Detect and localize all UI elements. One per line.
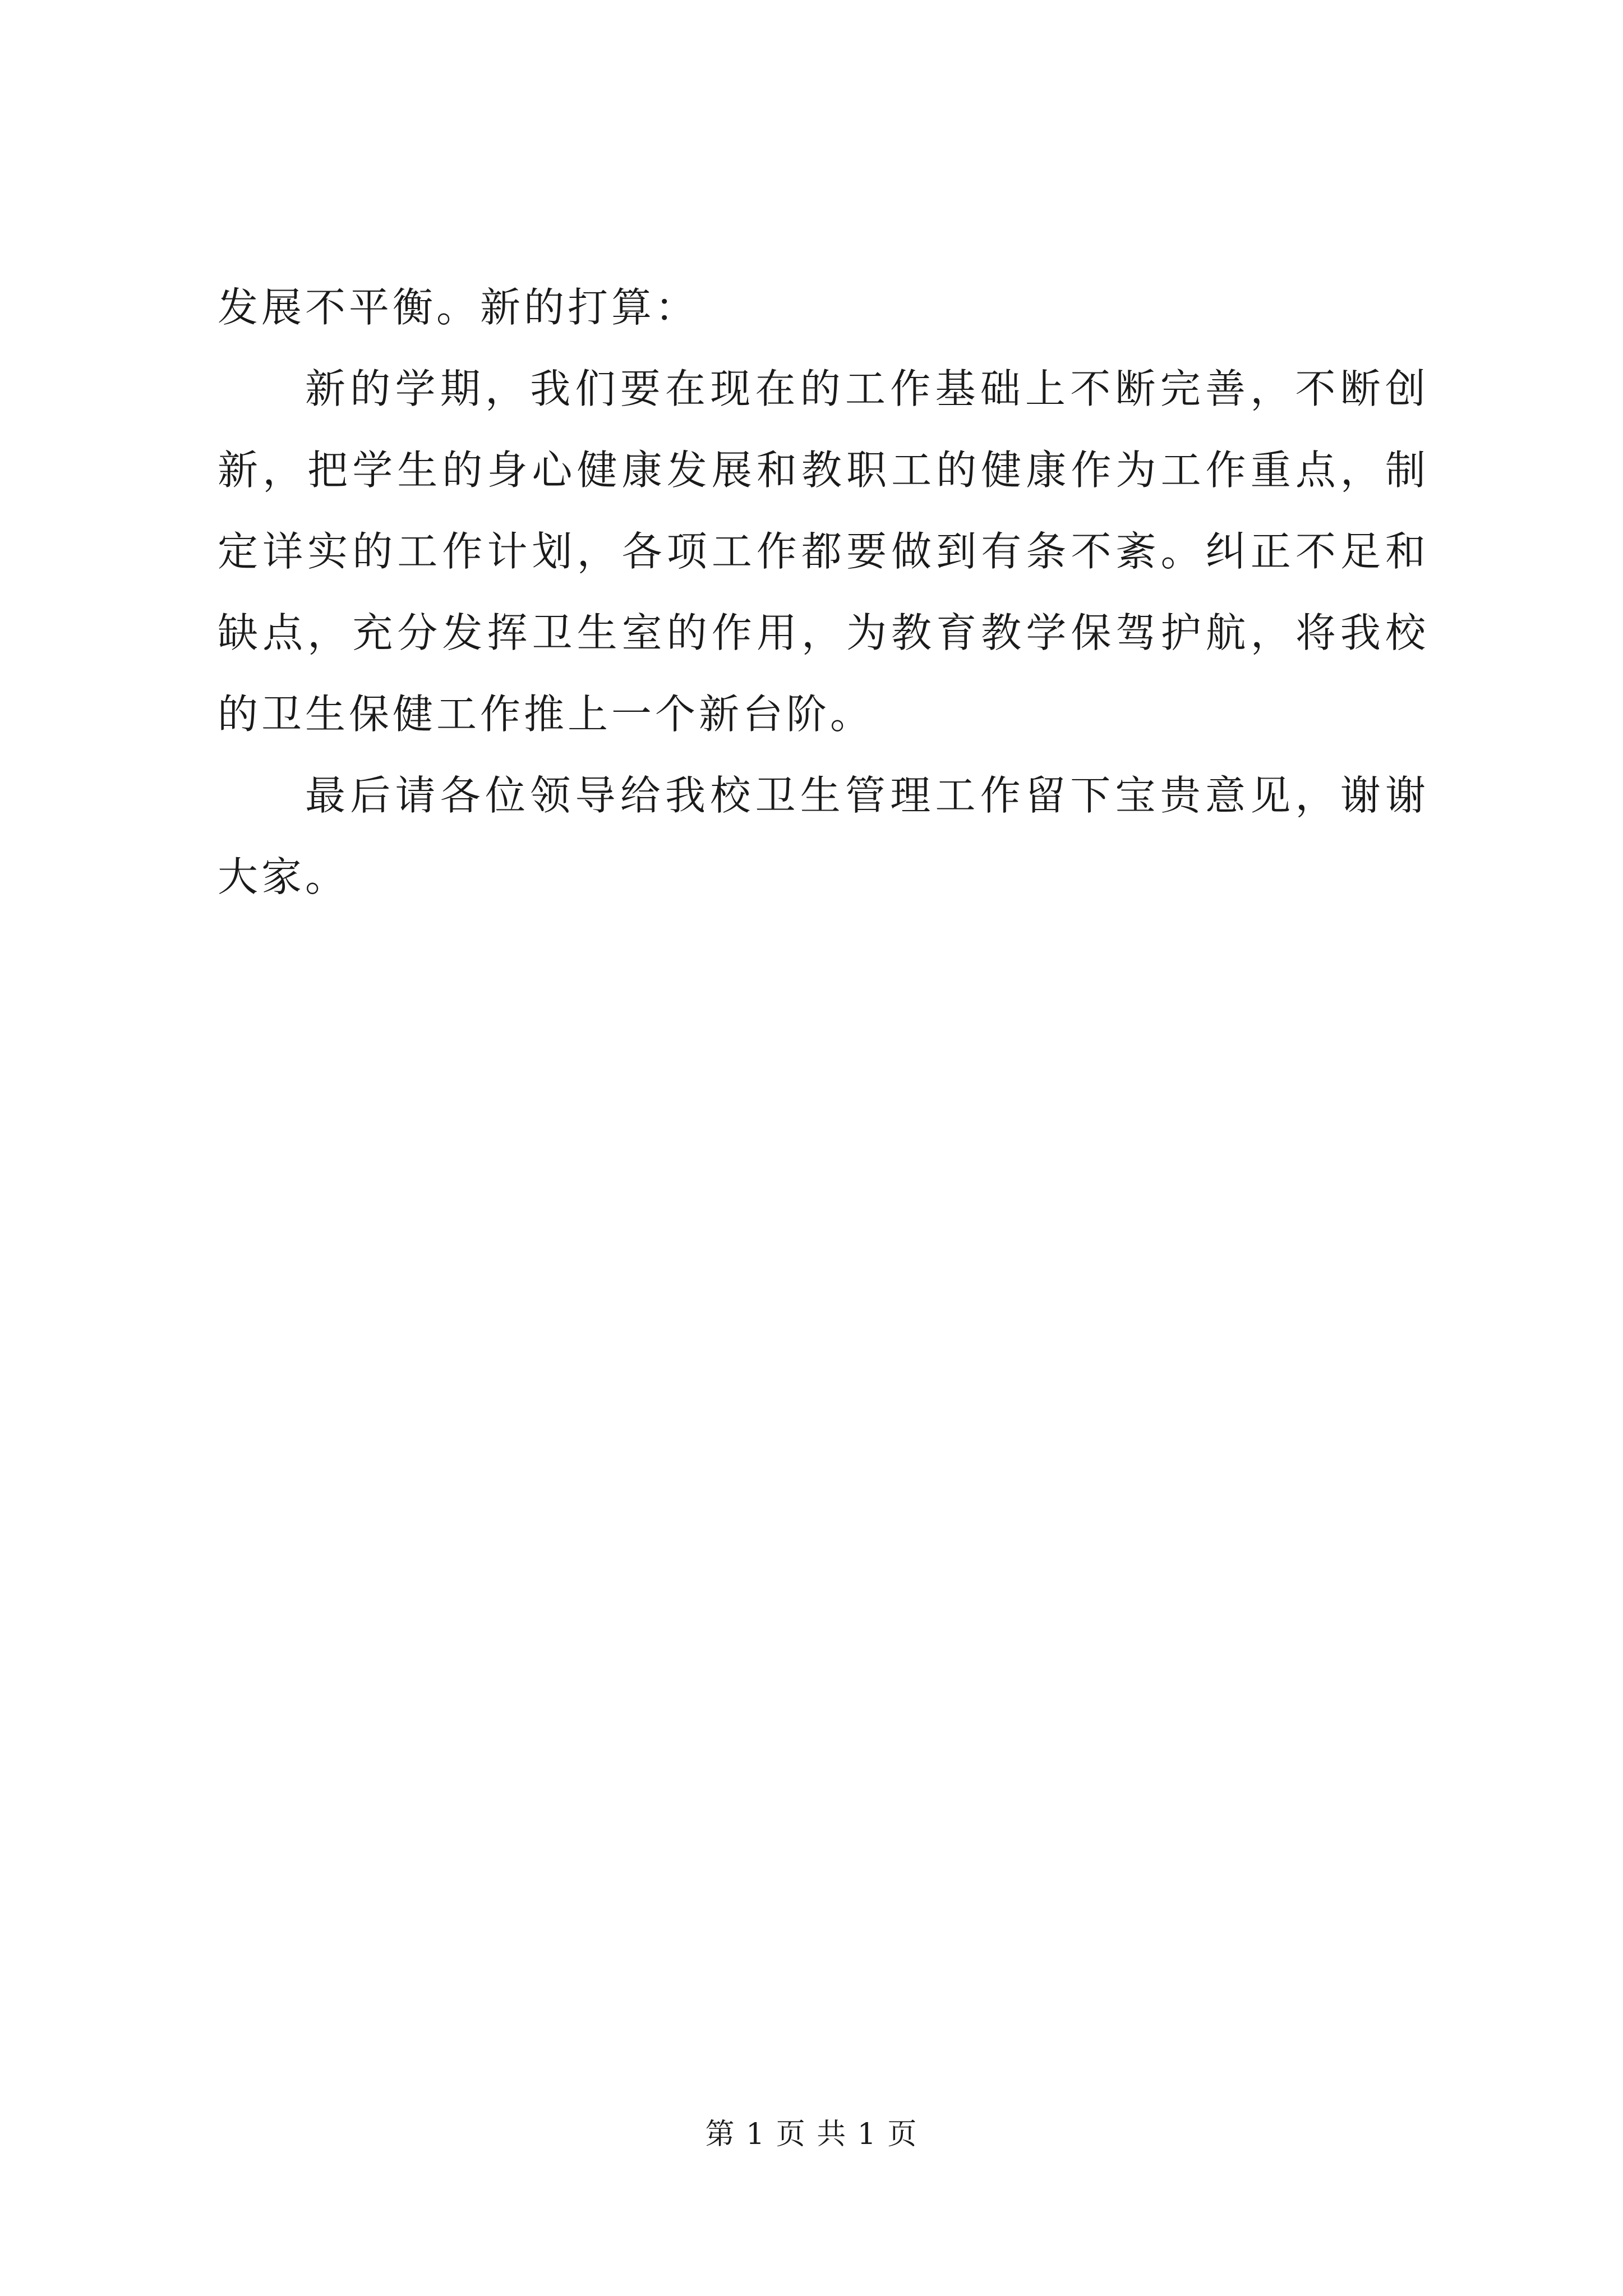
- document-body: [218, 267, 1429, 918]
- paragraph-plan: 新的学期，我们要在现在的工作基础上不断完善，不断创新，把学生的身心健康发展和教职工的健康作为工作重点，制定详实的工作计划，各项工作都要做到有条不紊。纠正不足和缺点，充分发挥卫生室的作用，为教育教学保驾护航，将我校的卫生保健工作推上一个新台阶。: [218, 365, 1429, 738]
- paragraph-continuation: 发展不平衡。新的打算：: [218, 284, 699, 331]
- page-footer: 第 1 页 共 1 页: [705, 2118, 918, 2151]
- paragraph-closing: 最后请各位领导给我校卫生管理工作留下宝贵意见，谢谢大家。: [218, 772, 1429, 900]
